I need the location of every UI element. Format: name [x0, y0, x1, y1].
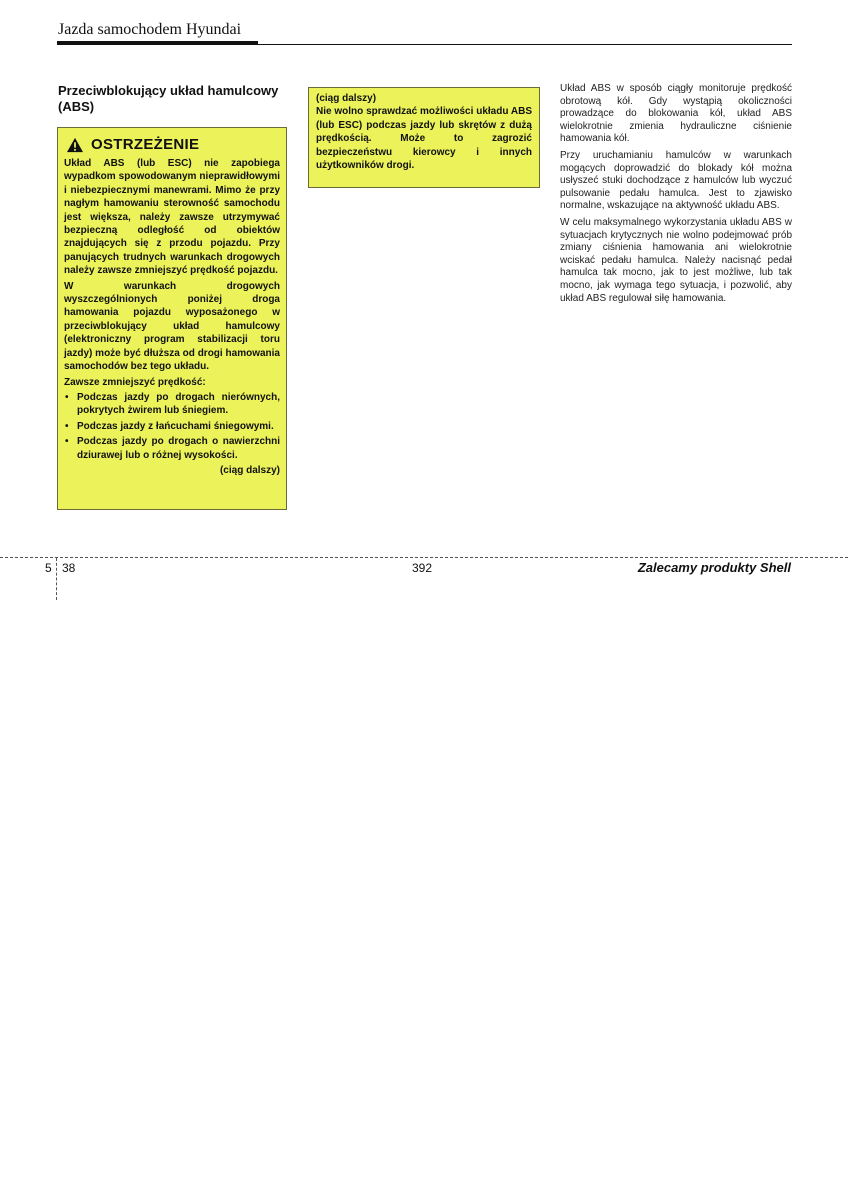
page-cut-line-vertical [56, 558, 57, 600]
continuation-label: (ciąg dalszy) [316, 93, 377, 104]
body-text-column [560, 83, 792, 309]
footer-sheet-number: 392 [412, 561, 433, 575]
header-title: Jazda samochodem Hyundai [58, 21, 242, 38]
continuation-text: Nie wolno sprawdzać możliwości układu ABS (lub ESC) podczas jazdy lub skrętów z dużą prędkością. Może to zagrozić bezpieczeństwu kierowcy i innych użytkowników drogi. [316, 106, 532, 172]
warning-heading [66, 136, 280, 153]
list-item: • Podczas jazdy po drogach nierównych, pokrytych żwirem lub śniegiem. [64, 391, 280, 418]
continued-note: (ciąg dalszy) [219, 464, 280, 476]
body-paragraph: Przy uruchamianiu hamulców w warunkach mogących doprowadzić do blokady kół można usłyszeć stuki dochodzące z hamulców lub wyczuć pulsowanie pedału hamulca. Jest to zjawisko normalne, wskazujące na aktywność układu ABS. [560, 149, 792, 212]
header-rule [57, 44, 792, 45]
warning-text [64, 157, 280, 477]
list-item: • Podczas jazdy po drogach o nawierzchni dziurawej lub o różnej wysokości. [64, 435, 280, 462]
warning-paragraph: Układ ABS (lub ESC) nie zapobiega wypadkom spowodowanym nieprawidłowymi i niebezpiecznymi manewrami. Mimo że przy nagłym hamowaniu sterowność samochodu jest większa, należy zawsze utrzymywać bezpieczną odległość od obiektów znajdujących się z przodu pojazdu. Przy panujących trudnych warunkach drogowych należy zawsze zmniejszyć prędkość pojazdu. [64, 158, 280, 277]
warning-paragraph: W warunkach drogowych wyszczególnionych poniżej droga hamowania pojazdu wyposażonego w przeciwblokujący układ hamulcowy (elektroniczny program stabilizacji toru jazdy) może być dłuższa od drogi hamowania samochodów bez tego układu. [64, 280, 280, 373]
warning-triangle-icon [66, 137, 84, 153]
warning-bullet-list [64, 391, 280, 462]
list-item: • Podczas jazdy z łańcuchami śniegowymi. [64, 420, 280, 433]
warning-paragraph: Zawsze zmniejszyć prędkość: [64, 376, 206, 388]
footer-page-number: 38 [62, 561, 76, 575]
section-title: Przeciwblokujący układ hamulcowy (ABS) [58, 83, 279, 114]
page-cut-line [0, 557, 848, 558]
warning-heading-label: OSTRZEŻENIE [91, 136, 200, 153]
warning-box [57, 127, 287, 510]
footer-section-number: 5 [45, 561, 52, 575]
footer-brand: Zalecamy produkty Shell [637, 560, 791, 575]
continuation-box [308, 87, 540, 188]
body-paragraph: W celu maksymalnego wykorzystania układu ABS w sytuacjach krytycznych nie wolno podejmować prób zmiany ciśnienia hamowania ani wielokrotnie wciskać pedału hamulca. Należy nacisnąć pedał hamulca tak mocno, jak to jest możliwe, lub tak mocno, jak wymaga tego sytuacja, i pozwolić, aby układ ABS regulował siłę hamowania. [560, 216, 792, 304]
body-paragraph: Układ ABS w sposób ciągły monitoruje prędkość obrotową kół. Gdy wystąpią okoliczności prowadzące do blokowania kół, układ ABS wielokrotnie zmienia hydrauliczne ciśnienie hamowania kół. [560, 83, 792, 145]
